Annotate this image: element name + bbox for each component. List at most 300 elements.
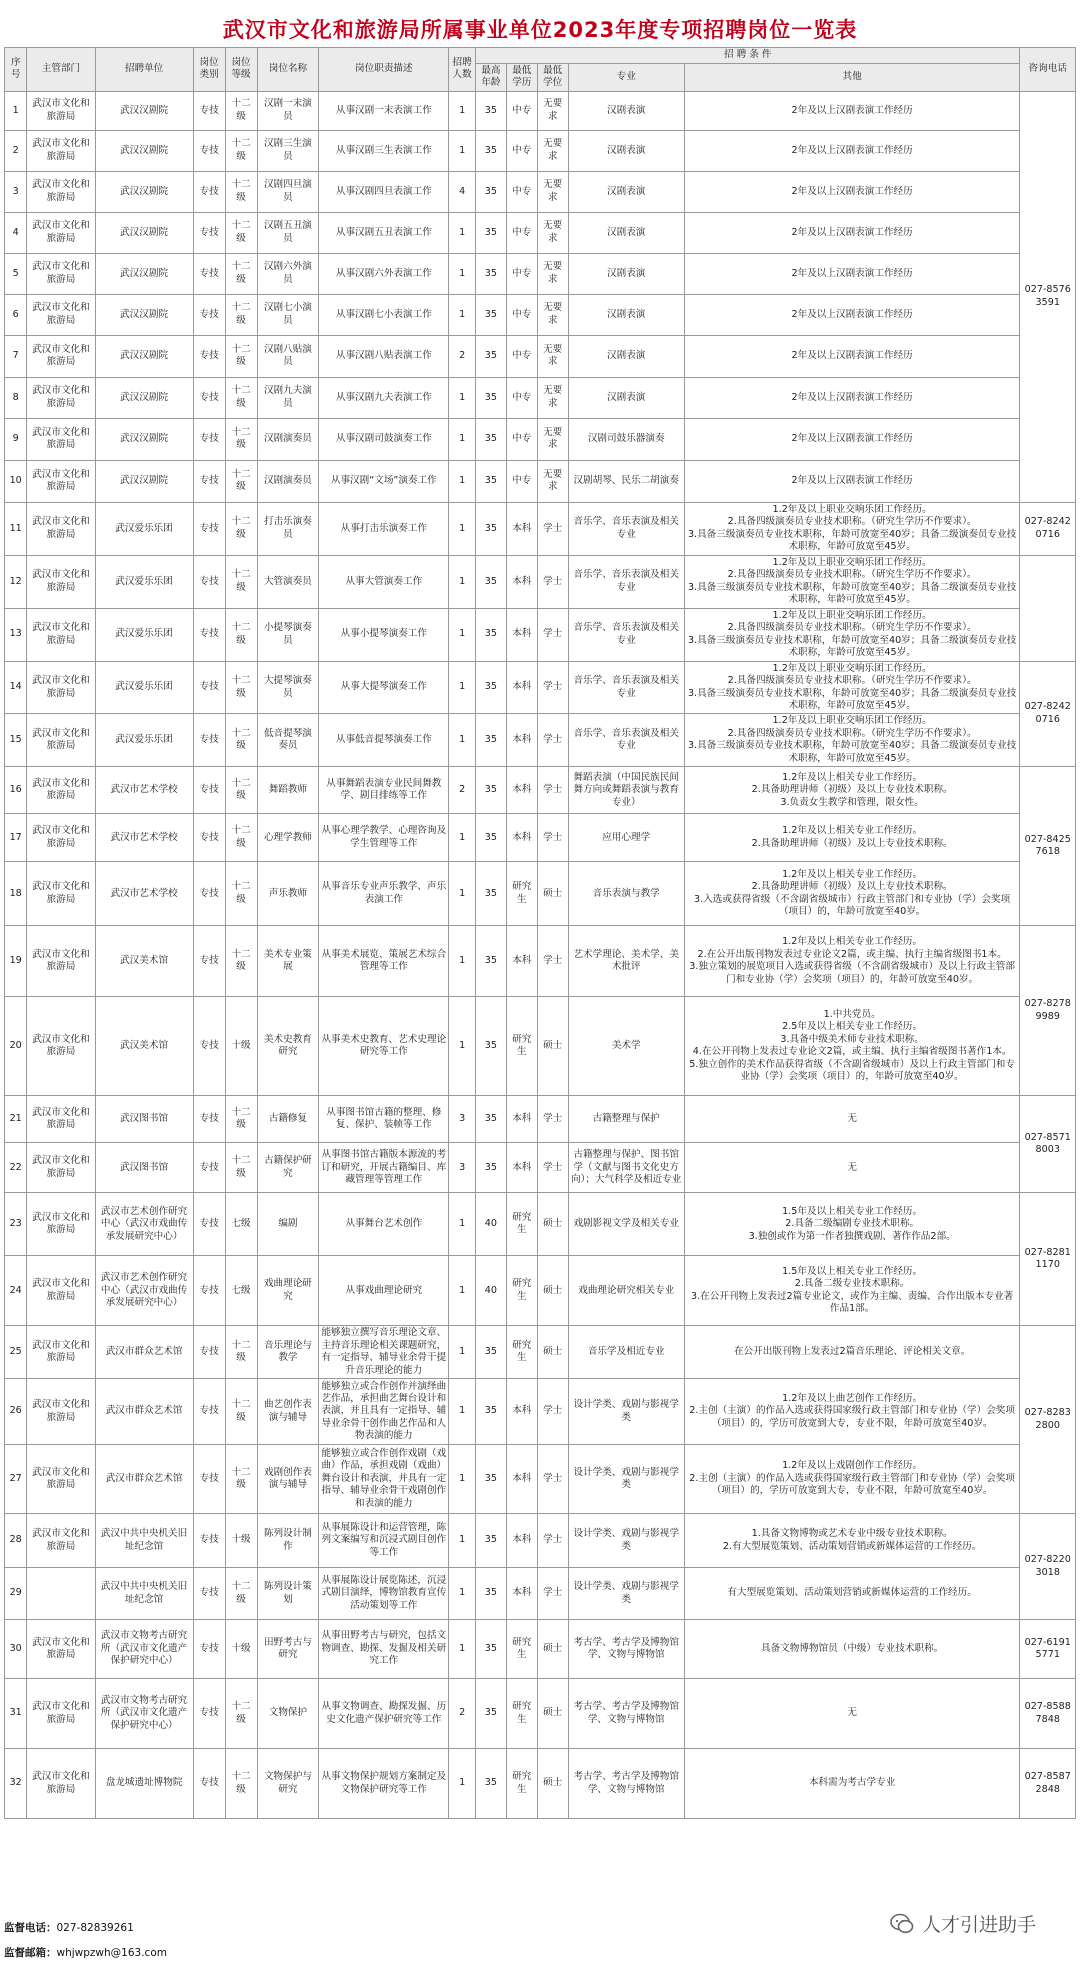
- cell-age: 35: [475, 1620, 506, 1679]
- cell-position-name: 汉剧八贴演员: [257, 335, 319, 377]
- cell-unit: 武汉爱乐乐团: [95, 555, 193, 608]
- cell-grade: 十二级: [225, 1379, 257, 1445]
- cell-age: 35: [475, 418, 506, 460]
- header-seq: 序号: [5, 48, 27, 92]
- cell-major: 舞蹈表演（中国民族民间舞方向或舞蹈表演与教育专业）: [568, 767, 684, 814]
- cell-edu: 本科: [506, 502, 537, 555]
- cell-count: 1: [449, 926, 476, 997]
- cell-position-name: 文物保护: [257, 1679, 319, 1749]
- cell-major: 音乐学、音乐表演及相关专业: [568, 661, 684, 714]
- cell-position-name: 汉剧演奏员: [257, 418, 319, 460]
- cell-category: 专技: [193, 335, 225, 377]
- cell-duty: 从事图书馆古籍版本源流的考订和研究，开展古籍编目、库藏管理等管理工作: [319, 1143, 449, 1193]
- cell-seq: 23: [5, 1193, 27, 1256]
- table-row: [5, 1379, 1076, 1445]
- cell-seq: 2: [5, 130, 27, 171]
- cell-edu: 本科: [506, 555, 537, 608]
- cell-dept: 武汉市文化和旅游局: [27, 1256, 95, 1326]
- cell-degree: 硕士: [537, 1256, 568, 1326]
- cell-edu: 中专: [506, 418, 537, 460]
- cell-phone: 027-85763591: [1020, 91, 1076, 502]
- cell-grade: 十二级: [225, 1143, 257, 1193]
- cell-count: 2: [449, 335, 476, 377]
- cell-phone: 027-85887848: [1020, 1679, 1076, 1749]
- cell-grade: 十级: [225, 997, 257, 1096]
- cell-seq: 8: [5, 377, 27, 418]
- cell-dept: 武汉市文化和旅游局: [27, 1379, 95, 1445]
- cell-age: 35: [475, 1749, 506, 1819]
- cell-age: 35: [475, 1143, 506, 1193]
- cell-major: 设计学类、戏剧与影视学类: [568, 1379, 684, 1445]
- cell-other: 1.2年及以上职业交响乐团工作经历。 2.具备四级演奏员专业技术职称。（研究生学历不作要求）。 3.具备三级演奏员专业技术职称，年龄可放宽至40岁；具备二级演奏员专业技术职称，年龄可放宽至45岁。: [684, 714, 1020, 767]
- cell-seq: 28: [5, 1514, 27, 1568]
- cell-other: 在公开出版刊物上发表过2篇音乐理论、评论相关文章。: [684, 1326, 1020, 1379]
- cell-seq: 5: [5, 253, 27, 294]
- cell-edu: 中专: [506, 212, 537, 253]
- cell-seq: 7: [5, 335, 27, 377]
- cell-duty: 从事图书馆古籍的整理、修复、保护、装帧等工作: [319, 1096, 449, 1143]
- cell-age: 35: [475, 1379, 506, 1445]
- cell-seq: 18: [5, 862, 27, 926]
- cell-degree: 学士: [537, 926, 568, 997]
- cell-other: 无: [684, 1143, 1020, 1193]
- cell-age: 35: [475, 171, 506, 212]
- cell-grade: 十二级: [225, 460, 257, 502]
- cell-position-name: 小提琴演奏员: [257, 608, 319, 661]
- header-dept: 主管部门: [27, 48, 95, 92]
- table-row: [5, 1679, 1076, 1749]
- cell-grade: 十级: [225, 1620, 257, 1679]
- cell-dept: 武汉市文化和旅游局: [27, 1143, 95, 1193]
- cell-phone: 027-85718003: [1020, 1096, 1076, 1193]
- cell-duty: 从事美术史教育、艺术史理论研究等工作: [319, 997, 449, 1096]
- cell-seq: 29: [5, 1568, 27, 1620]
- cell-position-name: 田野考古与研究: [257, 1620, 319, 1679]
- cell-category: 专技: [193, 661, 225, 714]
- table-row: [5, 555, 1076, 608]
- cell-unit: 武汉市群众艺术馆: [95, 1379, 193, 1445]
- cell-category: 专技: [193, 1379, 225, 1445]
- cell-degree: 学士: [537, 502, 568, 555]
- cell-count: 1: [449, 253, 476, 294]
- cell-other: 2年及以上汉剧表演工作经历: [684, 294, 1020, 335]
- cell-major: 音乐表演与教学: [568, 862, 684, 926]
- cell-position-name: 陈列设计策划: [257, 1568, 319, 1620]
- cell-other: 1.2年及以上职业交响乐团工作经历。 2.具备四级演奏员专业技术职称。（研究生学历不作要求）。 3.具备三级演奏员专业技术职称，年龄可放宽至40岁；具备二级演奏员专业技术职称，年龄可放宽至45岁。: [684, 555, 1020, 608]
- cell-edu: 中专: [506, 294, 537, 335]
- cell-count: 1: [449, 1326, 476, 1379]
- cell-phone: 027-82420716: [1020, 502, 1076, 555]
- cell-position-name: 汉剧一末演员: [257, 91, 319, 130]
- cell-seq: 27: [5, 1445, 27, 1514]
- cell-grade: 十二级: [225, 1096, 257, 1143]
- cell-other: 2年及以上汉剧表演工作经历: [684, 335, 1020, 377]
- cell-position-name: 古籍修复: [257, 1096, 319, 1143]
- supervise-phone-line: [4, 1920, 134, 1935]
- cell-category: 专技: [193, 130, 225, 171]
- cell-position-name: 音乐理论与教学: [257, 1326, 319, 1379]
- cell-grade: 十二级: [225, 130, 257, 171]
- cell-major: 设计学类、戏剧与影视学类: [568, 1568, 684, 1620]
- cell-seq: 9: [5, 418, 27, 460]
- table-row: [5, 1143, 1076, 1193]
- cell-edu: 本科: [506, 814, 537, 862]
- cell-duty: 从事汉剧五丑表演工作: [319, 212, 449, 253]
- cell-age: 35: [475, 997, 506, 1096]
- cell-dept: [27, 1568, 95, 1620]
- cell-other: 1.2年及以上职业交响乐团工作经历。 2.具备四级演奏员专业技术职称。（研究生学历不作要求）。 3.具备三级演奏员专业技术职称，年龄可放宽至40岁；具备二级演奏员专业技术职称，年龄可放宽至45岁。: [684, 608, 1020, 661]
- cell-position-name: 汉剧五丑演员: [257, 212, 319, 253]
- cell-seq: 6: [5, 294, 27, 335]
- cell-count: 1: [449, 1514, 476, 1568]
- cell-major: 音乐学及相近专业: [568, 1326, 684, 1379]
- cell-duty: 从事汉剧三生表演工作: [319, 130, 449, 171]
- cell-age: 35: [475, 294, 506, 335]
- cell-major: 古籍整理与保护: [568, 1096, 684, 1143]
- cell-count: 1: [449, 294, 476, 335]
- cell-major: 古籍整理与保护、图书馆学（文献与图书文化史方向）；大气科学及相近专业: [568, 1143, 684, 1193]
- cell-count: 1: [449, 91, 476, 130]
- cell-dept: 武汉市文化和旅游局: [27, 1326, 95, 1379]
- cell-duty: 从事心理学教学、心理咨询及学生管理等工作: [319, 814, 449, 862]
- cell-count: 1: [449, 1445, 476, 1514]
- cell-major: 戏剧影视文学及相关专业: [568, 1193, 684, 1256]
- cell-dept: 武汉市文化和旅游局: [27, 502, 95, 555]
- cell-position-name: 汉剧三生演员: [257, 130, 319, 171]
- supervise-phone-label: 监督电话：: [4, 1922, 57, 1934]
- cell-seq: 11: [5, 502, 27, 555]
- cell-duty: 从事低音提琴演奏工作: [319, 714, 449, 767]
- table-row: [5, 91, 1076, 130]
- cell-other: 1.具备文物博物或艺术专业中级专业技术职称。 2.有大型展览策划、活动策划营销或新媒体运营的工作经历。: [684, 1514, 1020, 1568]
- cell-age: 35: [475, 661, 506, 714]
- cell-category: 专技: [193, 1445, 225, 1514]
- cell-count: 1: [449, 608, 476, 661]
- cell-grade: 十二级: [225, 1445, 257, 1514]
- cell-grade: 十二级: [225, 926, 257, 997]
- cell-grade: 十二级: [225, 335, 257, 377]
- cell-edu: 研究生: [506, 1326, 537, 1379]
- cell-grade: 十二级: [225, 377, 257, 418]
- cell-unit: 武汉爱乐乐团: [95, 608, 193, 661]
- table-row: [5, 1749, 1076, 1819]
- cell-dept: 武汉市文化和旅游局: [27, 418, 95, 460]
- table-row: [5, 1620, 1076, 1679]
- cell-grade: 七级: [225, 1256, 257, 1326]
- cell-position-name: 大管演奏员: [257, 555, 319, 608]
- cell-grade: 十二级: [225, 1749, 257, 1819]
- cell-seq: 21: [5, 1096, 27, 1143]
- cell-category: 专技: [193, 1326, 225, 1379]
- cell-duty: 从事田野考古与研究，包括文物调查、勘探、发掘及相关研究工作: [319, 1620, 449, 1679]
- cell-category: 专技: [193, 460, 225, 502]
- cell-position-name: 舞蹈教师: [257, 767, 319, 814]
- cell-phone: 027-84257618: [1020, 767, 1076, 926]
- cell-age: 35: [475, 814, 506, 862]
- cell-unit: 武汉市文物考古研究所（武汉市文化遗产保护研究中心）: [95, 1679, 193, 1749]
- cell-duty: 能够独立撰写音乐理论文章、主持音乐理论相关课题研究，有一定指导、辅导业余骨干提升音乐理论的能力: [319, 1326, 449, 1379]
- cell-degree: 学士: [537, 1143, 568, 1193]
- cell-duty: 能够独立或合作创作并演绎曲艺作品，承担曲艺舞台设计和表演，并且具有一定指导、辅导业余骨干创作曲艺作品和人物表演的能力: [319, 1379, 449, 1445]
- cell-age: 35: [475, 130, 506, 171]
- table-row: [5, 212, 1076, 253]
- cell-dept: 武汉市文化和旅游局: [27, 1679, 95, 1749]
- supervise-email-line: [4, 1945, 167, 1960]
- cell-other: 1.2年及以上曲艺创作工作经历。 2.主创（主演）的作品入选或获得国家级行政主管部门和专业协（学）会奖项（项目）的，学历可放宽到大专，专业不限，年龄可放宽至40岁。: [684, 1379, 1020, 1445]
- cell-major: 汉剧司鼓乐器演奏: [568, 418, 684, 460]
- table-row: [5, 767, 1076, 814]
- table-row: [5, 997, 1076, 1096]
- cell-category: 专技: [193, 253, 225, 294]
- cell-grade: 十级: [225, 1514, 257, 1568]
- cell-unit: 武汉美术馆: [95, 997, 193, 1096]
- cell-degree: 硕士: [537, 1749, 568, 1819]
- cell-other: 有大型展览策划、活动策划营销或新媒体运营的工作经历。: [684, 1568, 1020, 1620]
- wechat-official-account-icon: [890, 1913, 914, 1935]
- cell-major: 应用心理学: [568, 814, 684, 862]
- cell-position-name: 汉剧演奏员: [257, 460, 319, 502]
- cell-phone: 027-82811170: [1020, 1193, 1076, 1326]
- cell-major: 汉剧表演: [568, 91, 684, 130]
- cell-count: 2: [449, 1679, 476, 1749]
- cell-duty: 从事音乐专业声乐教学、声乐表演工作: [319, 862, 449, 926]
- page-title: 武汉市文化和旅游局所属事业单位2023年度专项招聘岗位一览表: [222, 18, 858, 42]
- table-row: [5, 714, 1076, 767]
- cell-edu: 研究生: [506, 1620, 537, 1679]
- cell-phone: 027-82203018: [1020, 1514, 1076, 1620]
- cell-category: 专技: [193, 1749, 225, 1819]
- cell-duty: 从事展陈设计展览陈述，沉浸式剧目演绎，博物馆教育宣传活动策划等工作: [319, 1568, 449, 1620]
- cell-other: 无: [684, 1679, 1020, 1749]
- cell-edu: 本科: [506, 661, 537, 714]
- cell-other: 1.2年及以上相关专业工作经历。 2.在公开出版刊物发表过专业论文2篇，或主编、执行主编省级图书1本。 3.独立策划的展览项目入选或获得省级（不含副省级城市）及以上行政主管部门和专业协（学）会奖项（项目）的，年龄可放宽至40岁。: [684, 926, 1020, 997]
- cell-age: 35: [475, 91, 506, 130]
- cell-count: 1: [449, 814, 476, 862]
- cell-seq: 19: [5, 926, 27, 997]
- cell-edu: 中专: [506, 460, 537, 502]
- cell-age: 35: [475, 926, 506, 997]
- cell-unit: 武汉汉剧院: [95, 294, 193, 335]
- cell-seq: 12: [5, 555, 27, 608]
- cell-degree: 学士: [537, 661, 568, 714]
- cell-count: 1: [449, 555, 476, 608]
- table-row: [5, 377, 1076, 418]
- cell-dept: 武汉市文化和旅游局: [27, 1445, 95, 1514]
- cell-position-name: 汉剧七小演员: [257, 294, 319, 335]
- cell-duty: 从事小提琴演奏工作: [319, 608, 449, 661]
- cell-degree: 硕士: [537, 1326, 568, 1379]
- cell-seq: 25: [5, 1326, 27, 1379]
- cell-edu: 中专: [506, 91, 537, 130]
- cell-count: 1: [449, 418, 476, 460]
- cell-major: 设计学类、戏剧与影视学类: [568, 1445, 684, 1514]
- cell-unit: 武汉汉剧院: [95, 418, 193, 460]
- cell-duty: 从事汉剧四旦表演工作: [319, 171, 449, 212]
- cell-duty: 从事大提琴演奏工作: [319, 661, 449, 714]
- cell-position-name: 美术专业策展: [257, 926, 319, 997]
- cell-edu: 中专: [506, 171, 537, 212]
- cell-other: 本科需为考古学专业: [684, 1749, 1020, 1819]
- cell-duty: 从事戏曲理论研究: [319, 1256, 449, 1326]
- cell-seq: 16: [5, 767, 27, 814]
- cell-category: 专技: [193, 714, 225, 767]
- cell-position-name: 古籍保护研究: [257, 1143, 319, 1193]
- header-duty: 岗位职责描述: [319, 48, 449, 92]
- cell-duty: 能够独立或合作创作戏剧（戏曲）作品，承担戏剧（戏曲）舞台设计和表演，并具有一定指导、辅导业余骨干戏剧创作和表演的能力: [319, 1445, 449, 1514]
- supervise-email: whjwpzwh@163.com: [56, 1947, 167, 1959]
- table-row: [5, 418, 1076, 460]
- cell-grade: 十二级: [225, 171, 257, 212]
- cell-major: 汉剧表演: [568, 212, 684, 253]
- cell-age: 35: [475, 608, 506, 661]
- cell-degree: 硕士: [537, 1620, 568, 1679]
- header-phone: 咨询电话: [1020, 48, 1076, 92]
- cell-count: 1: [449, 997, 476, 1096]
- cell-other: 1.5年及以上相关专业工作经历。 2.具备二级专业技术职称。 3.在公开刊物上发表过2篇专业论文，或作为主编、责编、合作出版本专业著作品1部。: [684, 1256, 1020, 1326]
- cell-edu: 本科: [506, 1568, 537, 1620]
- cell-position-name: 曲艺创作表演与辅导: [257, 1379, 319, 1445]
- cell-unit: 武汉汉剧院: [95, 253, 193, 294]
- cell-duty: 从事汉剧司鼓演奏工作: [319, 418, 449, 460]
- cell-age: 35: [475, 862, 506, 926]
- cell-age: 40: [475, 1256, 506, 1326]
- cell-age: 40: [475, 1193, 506, 1256]
- cell-count: 2: [449, 767, 476, 814]
- cell-position-name: 声乐教师: [257, 862, 319, 926]
- cell-degree: 学士: [537, 555, 568, 608]
- cell-category: 专技: [193, 1096, 225, 1143]
- cell-major: 汉剧胡琴、民乐二胡演奏: [568, 460, 684, 502]
- cell-duty: 从事展陈设计和运营管理，陈列文案编写和沉浸式剧目创作等工作: [319, 1514, 449, 1568]
- table-row: [5, 460, 1076, 502]
- cell-degree: 学士: [537, 1568, 568, 1620]
- cell-edu: 研究生: [506, 1749, 537, 1819]
- cell-other: 1.2年及以上戏剧创作工作经历。 2.主创（主演）的作品入选或获得国家级行政主管部门和专业协（学）会奖项（项目）的，学历可放宽到大专，专业不限，年龄可放宽至40岁。: [684, 1445, 1020, 1514]
- cell-position-name: 美术史教育研究: [257, 997, 319, 1096]
- cell-age: 35: [475, 1326, 506, 1379]
- cell-major: 音乐学、音乐表演及相关专业: [568, 608, 684, 661]
- cell-dept: 武汉市文化和旅游局: [27, 335, 95, 377]
- cell-seq: 14: [5, 661, 27, 714]
- cell-grade: 十二级: [225, 862, 257, 926]
- cell-seq: 10: [5, 460, 27, 502]
- cell-count: 1: [449, 1193, 476, 1256]
- cell-duty: 从事舞台艺术创作: [319, 1193, 449, 1256]
- cell-count: 1: [449, 212, 476, 253]
- watermark-text: 人才引进助手: [921, 1914, 1036, 1936]
- cell-edu: 研究生: [506, 997, 537, 1096]
- cell-seq: 1: [5, 91, 27, 130]
- cell-category: 专技: [193, 608, 225, 661]
- cell-duty: 从事舞蹈表演专业民间舞教学、剧目排练等工作: [319, 767, 449, 814]
- cell-seq: 13: [5, 608, 27, 661]
- cell-grade: 十二级: [225, 212, 257, 253]
- cell-age: 35: [475, 460, 506, 502]
- table-row: [5, 1445, 1076, 1514]
- cell-edu: 中专: [506, 130, 537, 171]
- cell-position-name: 汉剧四旦演员: [257, 171, 319, 212]
- table-body: [5, 91, 1076, 1818]
- cell-major: 戏曲理论研究相关专业: [568, 1256, 684, 1326]
- header-degree: 最低学位: [537, 64, 568, 92]
- cell-degree: 学士: [537, 1514, 568, 1568]
- cell-dept: 武汉市文化和旅游局: [27, 212, 95, 253]
- cell-edu: 本科: [506, 1096, 537, 1143]
- cell-duty: 从事汉剧六外表演工作: [319, 253, 449, 294]
- header-conditions: 招 聘 条 件: [475, 48, 1020, 64]
- cell-age: 35: [475, 253, 506, 294]
- cell-edu: 中专: [506, 377, 537, 418]
- cell-position-name: 汉剧九夫演员: [257, 377, 319, 418]
- cell-unit: 武汉爱乐乐团: [95, 502, 193, 555]
- cell-dept: 武汉市文化和旅游局: [27, 294, 95, 335]
- cell-major: 汉剧表演: [568, 130, 684, 171]
- cell-category: 专技: [193, 294, 225, 335]
- cell-other: 2年及以上汉剧表演工作经历: [684, 460, 1020, 502]
- cell-degree: 学士: [537, 714, 568, 767]
- cell-count: 1: [449, 1379, 476, 1445]
- cell-grade: 十二级: [225, 814, 257, 862]
- cell-seq: 4: [5, 212, 27, 253]
- cell-major: 汉剧表演: [568, 377, 684, 418]
- cell-major: 汉剧表演: [568, 294, 684, 335]
- cell-dept: 武汉市文化和旅游局: [27, 608, 95, 661]
- cell-category: 专技: [193, 926, 225, 997]
- watermark: [890, 1910, 1036, 1937]
- cell-grade: 十二级: [225, 502, 257, 555]
- cell-grade: 十二级: [225, 294, 257, 335]
- cell-grade: 十二级: [225, 608, 257, 661]
- header-unit: 招聘单位: [95, 48, 193, 92]
- cell-unit: 武汉美术馆: [95, 926, 193, 997]
- cell-category: 专技: [193, 555, 225, 608]
- table-row: [5, 171, 1076, 212]
- cell-dept: 武汉市文化和旅游局: [27, 460, 95, 502]
- table-row: [5, 926, 1076, 997]
- cell-age: 35: [475, 377, 506, 418]
- cell-other: 2年及以上汉剧表演工作经历: [684, 171, 1020, 212]
- cell-phone: [1020, 555, 1076, 661]
- cell-degree: 无要求: [537, 91, 568, 130]
- cell-age: 35: [475, 1679, 506, 1749]
- cell-category: 专技: [193, 814, 225, 862]
- cell-category: 专技: [193, 1620, 225, 1679]
- cell-degree: 无要求: [537, 335, 568, 377]
- cell-unit: 武汉图书馆: [95, 1096, 193, 1143]
- cell-other: 1.中共党员。 2.5年及以上相关专业工作经历。 3.具备中级美术师专业技术职称。 4.在公开刊物上发表过专业论文2篇，或主编、执行主编省级图书著作1本。 5.独立创作的美术作品获得省级（不含副省级城市）及以上行政主管部门和专业协（学）会奖项（项目）的，年龄可放宽至40岁。: [684, 997, 1020, 1096]
- cell-edu: 研究生: [506, 1679, 537, 1749]
- cell-unit: 武汉图书馆: [95, 1143, 193, 1193]
- cell-duty: 从事文物保护规划方案制定及文物保护研究等工作: [319, 1749, 449, 1819]
- cell-edu: 本科: [506, 1445, 537, 1514]
- table-row: [5, 661, 1076, 714]
- cell-age: 35: [475, 502, 506, 555]
- cell-dept: 武汉市文化和旅游局: [27, 926, 95, 997]
- cell-unit: 武汉汉剧院: [95, 460, 193, 502]
- cell-grade: 十二级: [225, 91, 257, 130]
- cell-position-name: 打击乐演奏员: [257, 502, 319, 555]
- cell-seq: 20: [5, 997, 27, 1096]
- table-row: [5, 608, 1076, 661]
- cell-seq: 3: [5, 171, 27, 212]
- table-row: [5, 335, 1076, 377]
- header-other: 其他: [684, 64, 1020, 92]
- cell-edu: 本科: [506, 1143, 537, 1193]
- cell-position-name: 陈列设计制作: [257, 1514, 319, 1568]
- cell-dept: 武汉市文化和旅游局: [27, 1749, 95, 1819]
- cell-major: 设计学类、戏剧与影视学类: [568, 1514, 684, 1568]
- cell-position-name: 心理学教师: [257, 814, 319, 862]
